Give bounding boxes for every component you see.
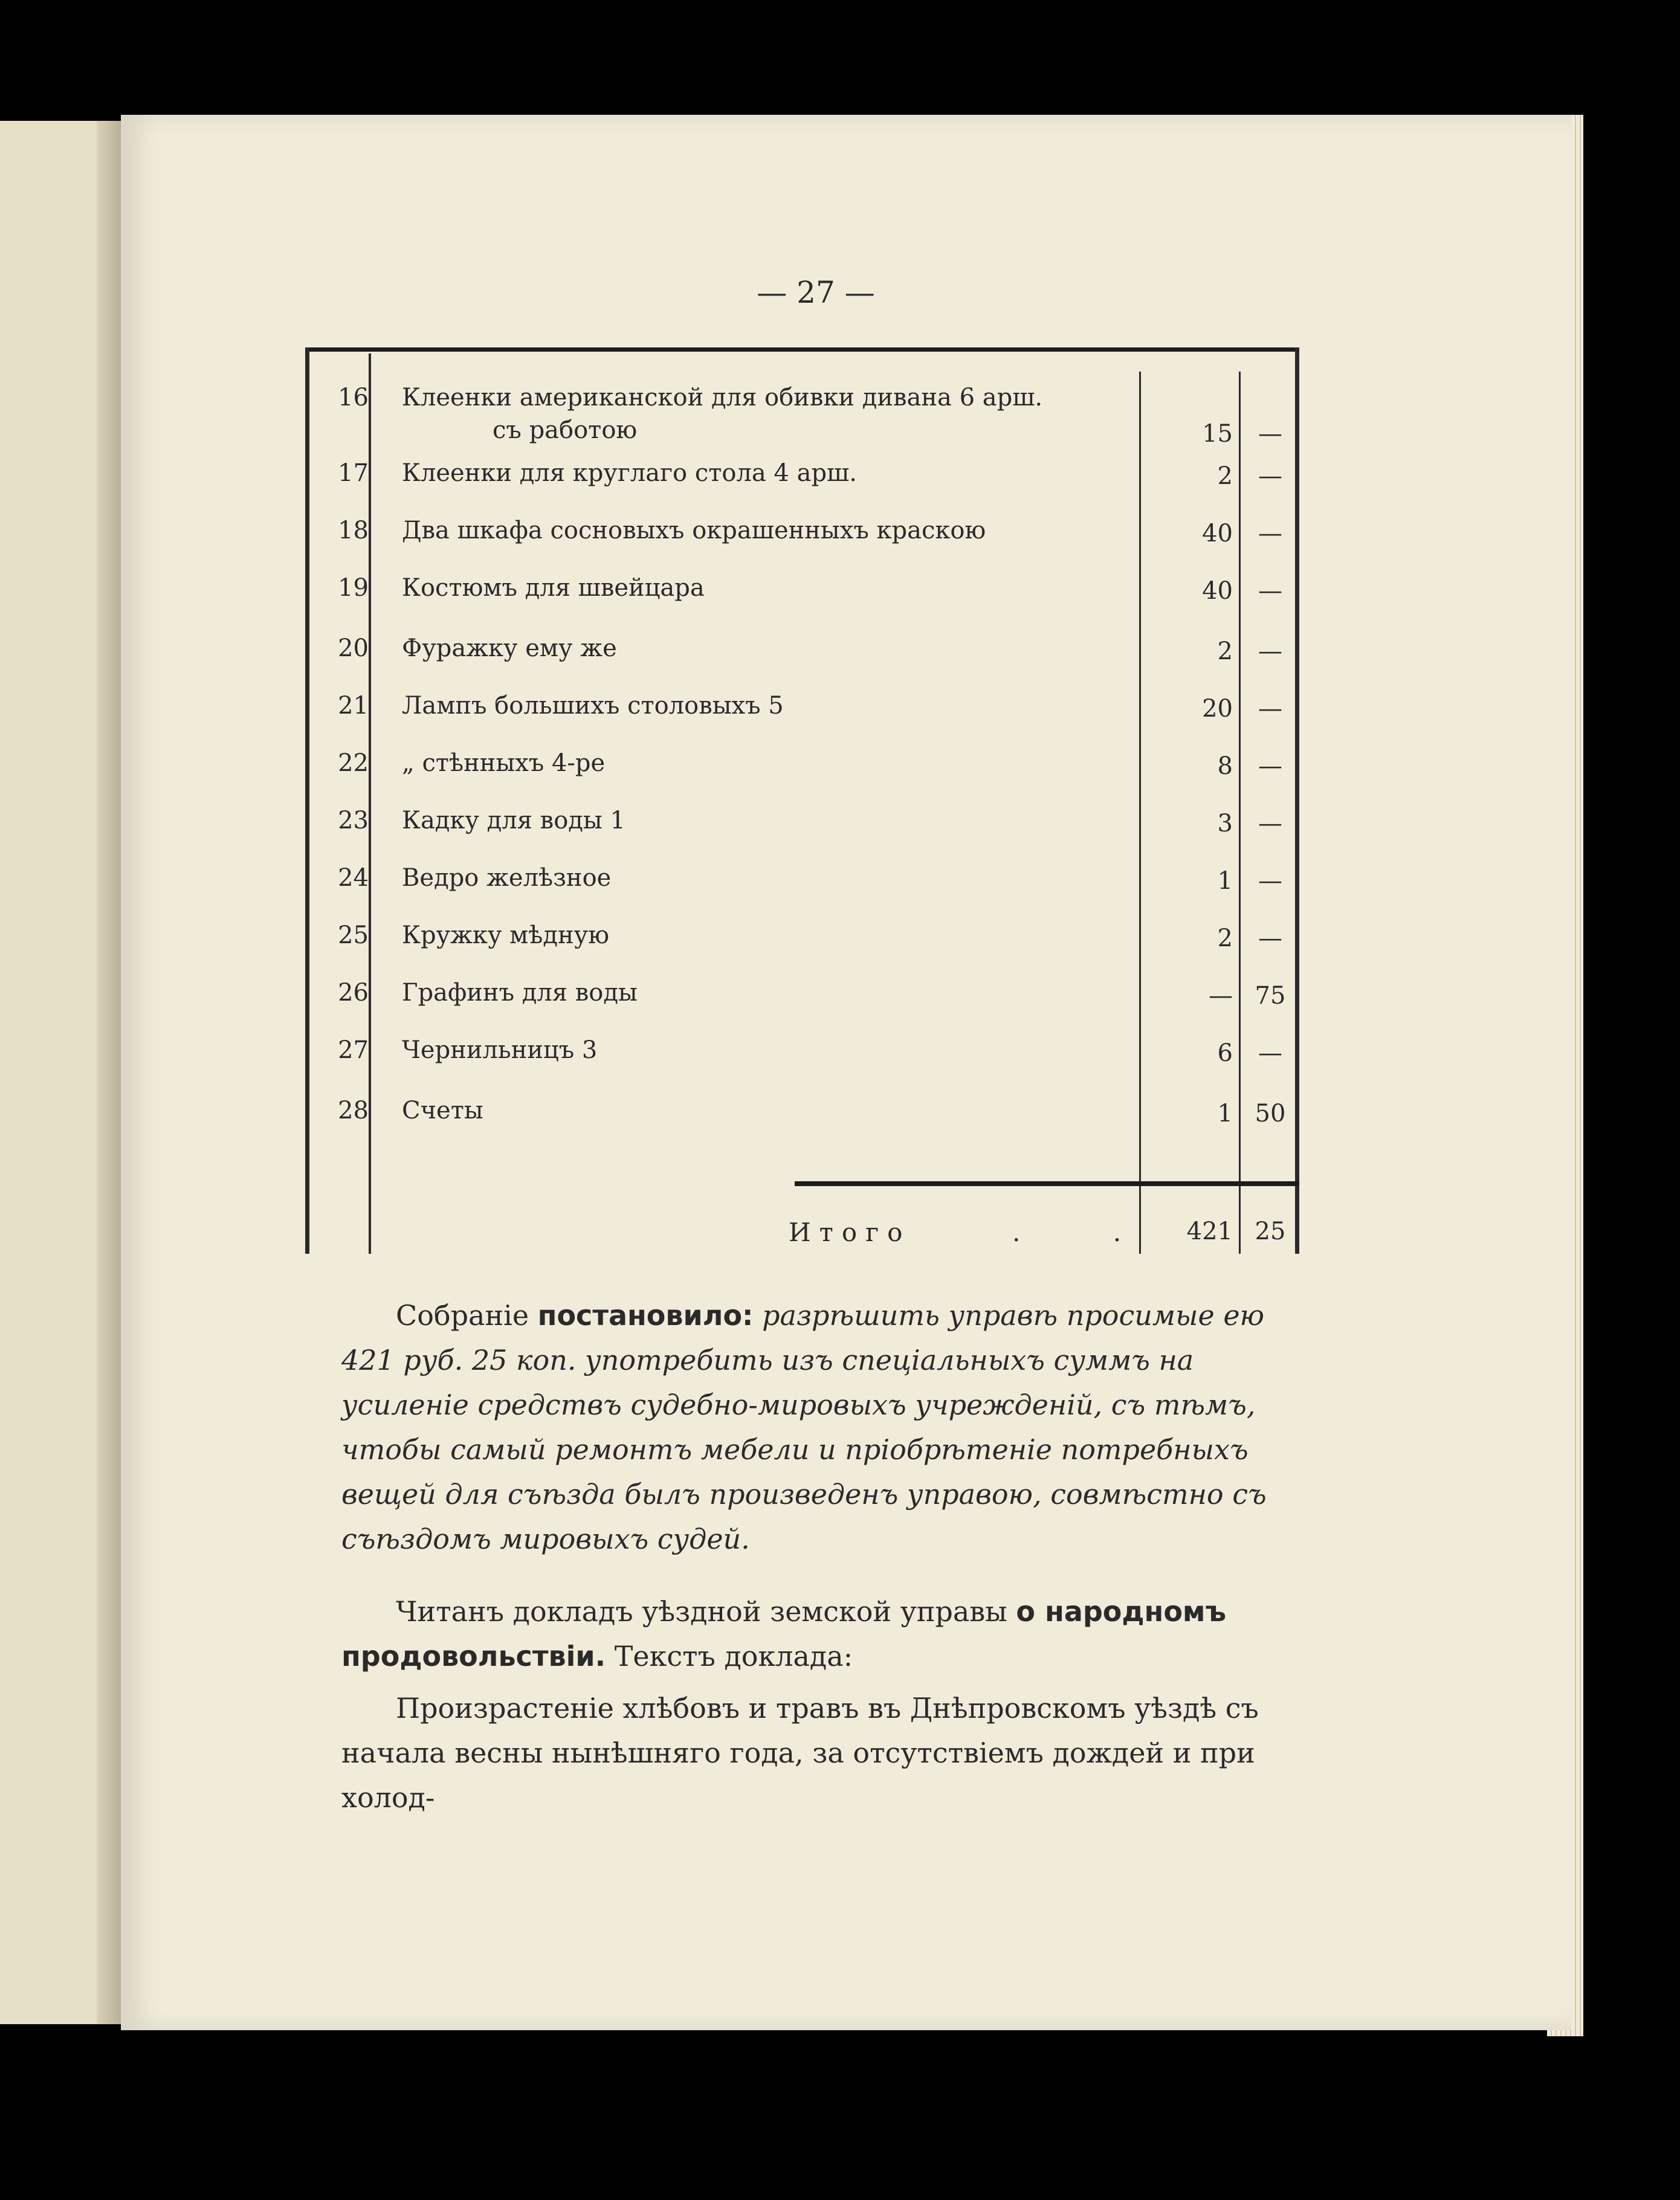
row-description: Счеты — [402, 1097, 483, 1124]
row-kopecks: — — [1258, 924, 1282, 952]
total-kop: 25 — [1255, 1218, 1286, 1245]
table-row — [305, 574, 1299, 631]
left-page-edge — [0, 121, 121, 2024]
para1-body: разрѣшить управѣ просимые ею 421 руб. 25 коп. употребить изъ спеціальныхъ суммъ на усиленіе средствъ судебно-мировыхъ учрежденій, съ тѣмъ, чтобы самый ремонтъ мебели и пріобрѣтеніе потребныхъ вещей для съѣзда былъ произведенъ управою, совмѣстно съ съѣздомъ мировыхъ судей. — [341, 1299, 1267, 1555]
row-kopecks: — — [1258, 695, 1282, 723]
table-row — [305, 634, 1299, 691]
row-rubles: 3 — [1217, 810, 1233, 837]
row-description: Графинъ для воды — [402, 979, 638, 1007]
table-top-rule — [305, 347, 1299, 352]
table-row — [305, 1097, 1299, 1153]
row-rubles: 6 — [1217, 1039, 1233, 1067]
row-rubles: 2 — [1217, 462, 1233, 490]
row-description: Кружку мѣдную — [402, 921, 610, 949]
row-kopecks: — — [1258, 520, 1282, 547]
row-number: 19 — [338, 574, 369, 602]
table-row — [305, 384, 1299, 448]
row-kopecks: — — [1258, 637, 1282, 665]
row-number: 17 — [338, 459, 369, 487]
table-row — [305, 864, 1299, 921]
row-description: Лампъ большихъ столовыхъ 5 — [402, 692, 784, 720]
total-rule — [795, 1181, 1299, 1186]
row-number: 18 — [338, 517, 369, 544]
row-description: Клеенки американской для обивки дивана 6 арш. — [402, 384, 1043, 411]
para1-lead: Собраніе — [396, 1299, 538, 1332]
row-number: 23 — [338, 807, 369, 834]
row-kopecks: — — [1258, 810, 1282, 837]
row-kopecks: — — [1258, 577, 1282, 605]
row-kopecks: — — [1258, 752, 1282, 780]
row-kopecks: — — [1258, 462, 1282, 490]
table-row — [305, 979, 1299, 1036]
row-description: Костюмъ для швейцара — [402, 574, 705, 602]
row-rubles: 15 — [1202, 420, 1233, 448]
table-row — [305, 807, 1299, 863]
row-rubles: 8 — [1217, 752, 1233, 780]
book-gutter — [97, 121, 121, 2024]
row-rubles: 2 — [1217, 924, 1233, 952]
row-number: 21 — [338, 692, 369, 720]
row-number: 20 — [338, 634, 369, 662]
row-description: Ведро желѣзное — [402, 864, 612, 892]
row-description: Кадку для воды 1 — [402, 807, 625, 834]
row-kopecks: 50 — [1255, 1100, 1286, 1127]
row-description-cont: съ работою — [493, 416, 638, 444]
row-rubles: 2 — [1217, 637, 1233, 665]
row-kopecks: 75 — [1255, 982, 1286, 1010]
total-rub: 421 — [1186, 1218, 1233, 1245]
row-kopecks: — — [1258, 1039, 1282, 1067]
row-rubles: 1 — [1217, 1100, 1233, 1127]
row-rubles: 40 — [1202, 520, 1233, 547]
row-rubles: — — [1209, 982, 1233, 1010]
row-rubles: 20 — [1202, 695, 1233, 723]
expense-table — [305, 347, 1299, 1254]
total-leader: . . — [1012, 1218, 1164, 1247]
row-number: 24 — [338, 864, 369, 892]
total-label: Итого — [789, 1218, 911, 1247]
row-number: 22 — [338, 749, 369, 777]
table-row — [305, 749, 1299, 806]
row-kopecks: — — [1258, 867, 1282, 895]
page-number: — 27 — — [757, 275, 875, 310]
resolution-paragraph — [341, 1293, 1269, 1561]
para1-keyword: постановило: — [537, 1299, 754, 1332]
row-rubles: 1 — [1217, 867, 1233, 895]
row-description: „ стѣнныхъ 4-ре — [402, 749, 606, 777]
row-description: Фуражку ему же — [402, 634, 617, 662]
para2-keyword: о народномъ продовольствіи. — [341, 1595, 1227, 1673]
row-number: 28 — [338, 1097, 369, 1124]
row-description: Чернильницъ 3 — [402, 1036, 598, 1064]
report-paragraph — [341, 1589, 1269, 1679]
row-description: Два шкафа сосновыхъ окрашенныхъ краскою — [402, 517, 986, 544]
table-row — [305, 459, 1299, 516]
table-row — [305, 692, 1299, 749]
report-text-paragraph: Произрастеніе хлѣбовъ и травъ въ Днѣпровскомъ уѣздѣ съ начала весны нынѣшняго года, за отсутствіемъ дождей и при холод- — [341, 1692, 1259, 1814]
row-kopecks: — — [1258, 420, 1282, 448]
row-number: 26 — [338, 979, 369, 1007]
row-rubles: 40 — [1202, 577, 1233, 605]
row-description: Клеенки для круглаго стола 4 арш. — [402, 459, 857, 487]
para2-lead: Читанъ докладъ уѣздной земской управы — [396, 1595, 1016, 1628]
row-number: 27 — [338, 1036, 369, 1064]
table-row — [305, 1036, 1299, 1093]
row-number: 16 — [338, 384, 369, 411]
total-row — [305, 1218, 1299, 1274]
table-row — [305, 517, 1299, 573]
row-number: 25 — [338, 921, 369, 949]
table-row — [305, 921, 1299, 978]
para2-tail: Текстъ доклада: — [606, 1640, 853, 1673]
